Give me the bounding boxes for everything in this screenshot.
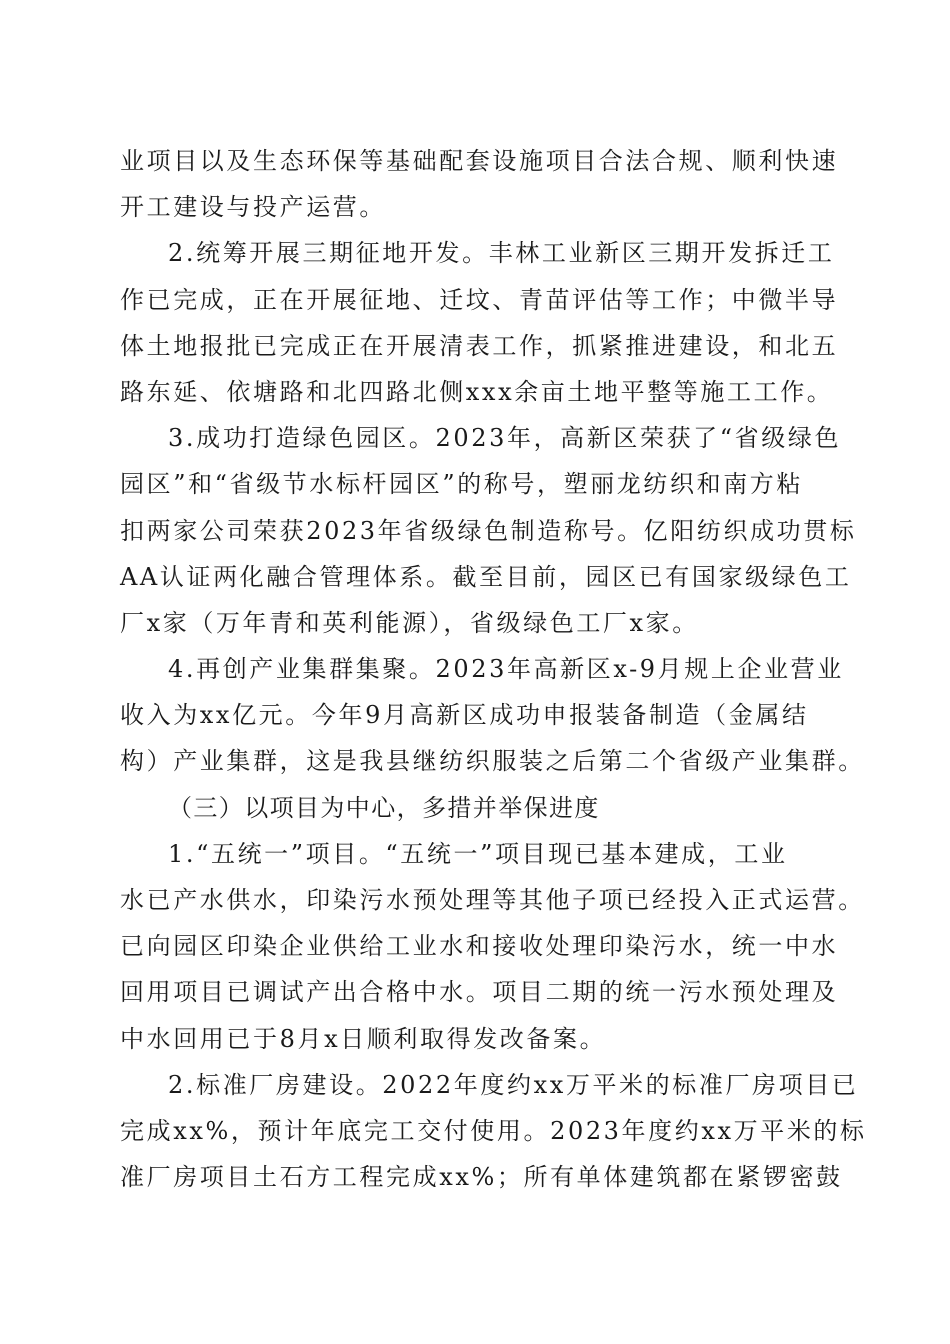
paragraph-line: 完成xx%，预计年底完工交付使用。2023年度约xx万平米的标	[120, 1116, 867, 1145]
paragraph-line: 扣两家公司荣获2023年省级绿色制造称号。亿阳纺织成功贯标	[120, 516, 857, 545]
paragraph-line: 回用项目已调试产出合格中水。项目二期的统一污水预处理及	[120, 978, 839, 1007]
paragraph-line: 构）产业集群，这是我县继纺织服装之后第二个省级产业集群。	[120, 747, 865, 776]
document-body	[120, 138, 867, 1200]
paragraph-line: 体土地报批已完成正在开展清表工作，抓紧推进建设，和北五	[120, 331, 839, 360]
paragraph-line: 收入为xx亿元。今年9月高新区成功申报装备制造（金属结	[120, 701, 809, 730]
paragraph-line: 已向园区印染企业供给工业水和接收处理印染污水，统一中水	[120, 932, 839, 961]
paragraph-line: 业项目以及生态环保等基础配套设施项目合法合规、顺利快速	[120, 147, 839, 175]
paragraph-line: 中水回用已于8月x日顺利取得发改备案。	[120, 1024, 607, 1053]
paragraph-line: 路东延、依塘路和北四路北侧xxx余亩土地平整等施工工作。	[120, 377, 834, 406]
paragraph-line: 准厂房项目土石方工程完成xx%；所有单体建筑都在紧锣密鼓	[120, 1163, 843, 1192]
paragraph-line: 2.统筹开展三期征地开发。丰林工业新区三期开发拆迁工	[168, 239, 835, 268]
paragraph-line: 作已完成，正在开展征地、迁坟、青苗评估等工作；中微半导	[120, 285, 839, 314]
paragraph-line: 水已产水供水，印染污水预处理等其他子项已经投入正式运营。	[120, 886, 865, 914]
paragraph-line: 2.标准厂房建设。2022年度约xx万平米的标准厂房项目已	[168, 1070, 859, 1099]
paragraph-line: AA认证两化融合管理体系。截至目前，园区已有国家级绿色工	[120, 562, 852, 591]
section-heading: （三）以项目为中心，多措并举保进度	[168, 793, 600, 822]
paragraph-line: 开工建设与投产运营。	[120, 193, 386, 222]
paragraph-line: 3.成功打造绿色园区。2023年，高新区荣获了“省级绿色	[168, 424, 842, 453]
paragraph-line: 1.“五统一”项目。“五统一”项目现已基本建成，工业	[168, 839, 788, 868]
paragraph-line: 园区”和“省级节水标杆园区”的称号，塑丽龙纺织和南方粘	[120, 470, 804, 499]
paragraph-line: 4.再创产业集群集聚。2023年高新区x-9月规上企业营业	[168, 655, 844, 684]
paragraph-line: 厂x家（万年青和英利能源），省级绿色工厂x家。	[120, 608, 699, 637]
